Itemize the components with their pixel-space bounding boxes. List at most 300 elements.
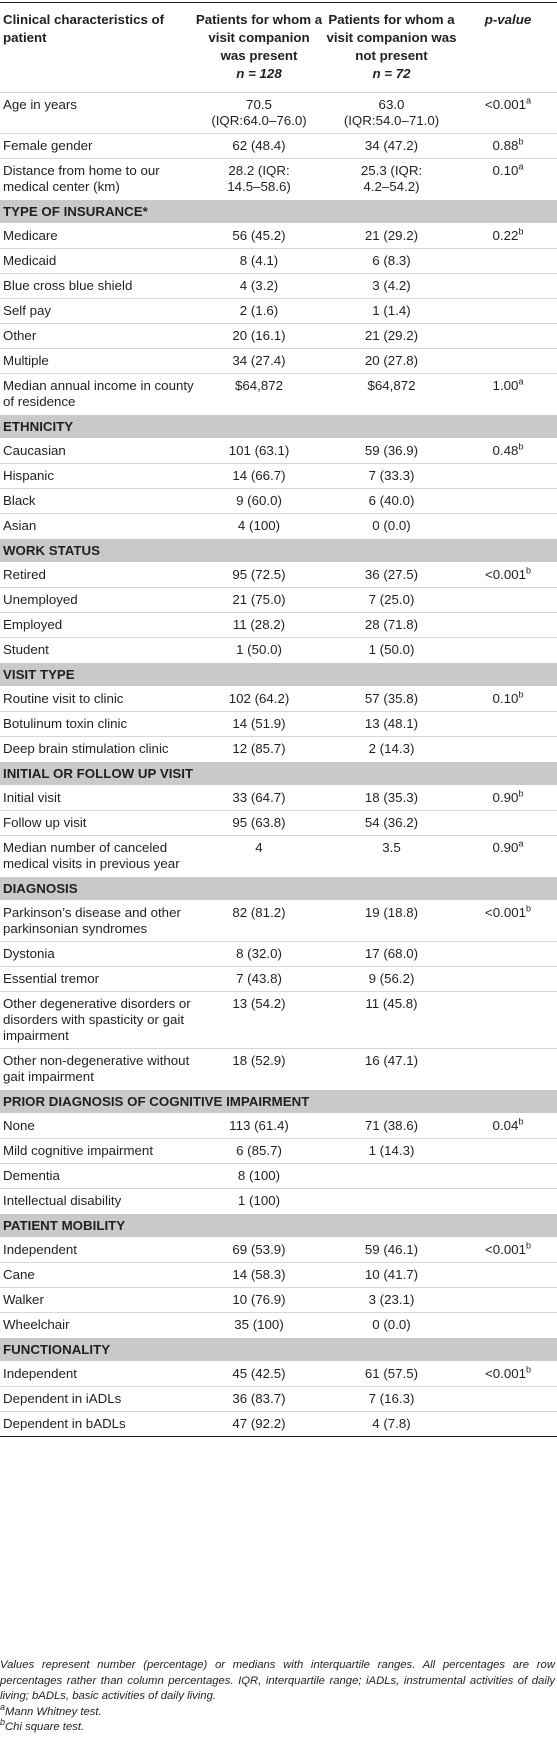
cell-companion-present [194,613,324,638]
cell-value: 6 (85.7) [236,1143,282,1158]
cell-value: 3.5 [382,840,401,855]
cell-companion-present [194,737,324,762]
cell-p-value [459,737,557,762]
p-value-footnote-mark: b [518,788,524,799]
cell-value: 8 (32.0) [236,946,282,961]
cell-companion-present [194,1362,324,1387]
footnote-b-text: Chi square test. [5,1721,85,1733]
cell-companion-absent [324,588,459,613]
section-header-row [0,539,557,563]
row-label: Initial visit [3,790,61,805]
cell-p-value [459,811,557,836]
cell-companion-present [194,224,324,249]
cell-value: $64,872 [367,378,416,393]
cell-companion-absent [324,1139,459,1164]
cell-p-value [459,439,557,464]
section-title: ETHNICITY [0,415,557,439]
table-row [0,134,557,159]
cell-value: 2 (1.6) [239,303,279,318]
cell-companion-present [194,489,324,514]
cell-value: 13 (48.1) [364,716,419,731]
cell-value: 7 (43.8) [236,971,282,986]
p-value-text: 0.48 [492,443,519,458]
cell-companion-absent [324,464,459,489]
row-label: Distance from home to our medical center (km) [0,159,194,200]
cell-value: 13 (54.2) [232,996,286,1011]
row-label: Age in years [0,93,194,134]
section-title: DIAGNOSIS [0,877,557,901]
row-label: Wheelchair [0,1313,194,1338]
row-label: Botulinum toxin clinic [0,712,194,737]
footnote-b-mark: b [0,1717,6,1728]
cell-value: 6 (8.3) [372,253,411,268]
cell-p-value [459,712,557,737]
cell-value: 45 (42.5) [232,1366,286,1381]
table-row [0,1164,557,1189]
table-row [0,489,557,514]
cell-value-range: (IQR:54.0–71.0) [343,113,440,128]
data-table [0,3,557,1436]
cell-value: 95 (63.8) [232,815,286,830]
cell-value-range: 4.2–54.2) [363,179,420,194]
table-row [0,687,557,712]
table-row [0,1139,557,1164]
cell-value: 1 (100) [237,1193,281,1208]
row-label: Routine visit to clinic [3,691,124,706]
row-label: Dependent in iADLs [0,1387,194,1412]
header-companion-present [194,3,324,93]
cell-companion-absent [324,836,459,877]
cell-value: 17 (68.0) [364,946,419,961]
header-companion-absent [324,3,459,93]
row-label: Dystonia [0,942,194,967]
cell-value: 16 (47.1) [364,1053,419,1068]
table-row [0,967,557,992]
section-header-row [0,415,557,439]
cell-companion-present [194,159,324,200]
cell-value-range: 14.5–58.6) [227,179,291,194]
cell-companion-present [194,1139,324,1164]
row-label: Self pay [0,299,194,324]
row-label: Blue cross blue shield [0,274,194,299]
section-title: WORK STATUS [0,539,557,563]
cell-p-value [459,786,557,811]
cell-p-value [459,992,557,1049]
row-label: Cane [0,1263,194,1288]
cell-value: 19 (18.8) [364,905,419,920]
row-label: Caucasian [3,443,66,458]
cell-value: 7 (33.3) [368,468,415,483]
cell-companion-present [194,901,324,942]
cell-companion-present [194,439,324,464]
cell-companion-present [194,299,324,324]
table-row [0,1114,557,1139]
cell-p-value [459,687,557,712]
footnote-a-mark: a [0,1701,6,1712]
cell-value: 11 (28.2) [232,617,286,632]
header-p-value [459,3,557,93]
cell-companion-absent [324,967,459,992]
section-title: INITIAL OR FOLLOW UP VISIT [0,762,557,786]
table-row [0,992,557,1049]
header-p-value-label: p-value [484,12,532,27]
table-row [0,563,557,588]
p-value-footnote-mark: b [526,565,532,576]
table-row [0,737,557,762]
cell-companion-present [194,1313,324,1338]
cell-p-value [459,901,557,942]
table-row [0,811,557,836]
cell-companion-present [194,1263,324,1288]
row-label: Asian [0,514,194,539]
cell-companion-present [194,563,324,588]
cell-companion-absent [324,712,459,737]
cell-companion-absent [324,1288,459,1313]
table-row [0,249,557,274]
cell-value: 18 (52.9) [232,1053,286,1068]
cell-companion-present [194,134,324,159]
cell-value: 62 (48.4) [232,138,286,153]
table-row [0,1189,557,1214]
table-row [0,349,557,374]
table-row [0,901,557,942]
row-label: Retired [3,567,46,582]
header-characteristics: Clinical characteristics of patient [3,12,165,45]
section-header-row [0,877,557,901]
cell-value: 36 (27.5) [364,567,419,582]
section-header-row [0,1338,557,1362]
section-title: TYPE OF INSURANCE* [0,200,557,224]
cell-companion-absent [324,1387,459,1412]
cell-companion-present [194,274,324,299]
row-label: Unemployed [0,588,194,613]
table-row [0,942,557,967]
cell-value: $64,872 [234,378,284,393]
table-row [0,613,557,638]
cell-companion-absent [324,1049,459,1090]
cell-value: 82 (81.2) [232,905,286,920]
cell-companion-absent [324,638,459,663]
cell-value: 63.0 [378,97,405,112]
cell-companion-absent [324,489,459,514]
cell-value: 57 (35.8) [364,691,419,706]
cell-value: 11 (45.8) [365,996,418,1011]
section-title: PATIENT MOBILITY [0,1214,557,1238]
p-value-footnote-mark: b [526,1364,532,1375]
cell-companion-absent [324,224,459,249]
cell-companion-absent [324,1238,459,1263]
p-value-footnote-mark: a [518,161,524,172]
cell-companion-absent [324,901,459,942]
table-row [0,1238,557,1263]
cell-value: 3 (23.1) [368,1292,415,1307]
table-row [0,514,557,539]
cell-value: 1 (50.0) [236,642,282,657]
cell-value: 7 (16.3) [368,1391,415,1406]
cell-companion-absent [324,811,459,836]
cell-p-value [459,514,557,539]
cell-companion-present [194,1164,324,1189]
cell-p-value [459,638,557,663]
table-row [0,1263,557,1288]
cell-value: 8 (4.1) [239,253,279,268]
cell-value: 4 [255,840,263,855]
cell-value: 10 (76.9) [232,1292,286,1307]
cell-companion-present [194,464,324,489]
cell-value: 4 (100) [237,518,281,533]
p-value-text: 0.04 [492,1118,519,1133]
p-value-footnote-mark: a [518,838,524,849]
table-row [0,1313,557,1338]
cell-value: 28.2 (IQR: [228,163,290,178]
cell-companion-absent [324,737,459,762]
cell-companion-present [194,687,324,712]
row-label: Independent [3,1366,77,1381]
cell-value: 21 (75.0) [232,592,286,607]
table-row [0,374,557,415]
section-header-row [0,663,557,687]
cell-p-value [459,1387,557,1412]
cell-value: 4 (7.8) [372,1416,411,1431]
cell-p-value [459,967,557,992]
p-value-text: <0.001 [484,1242,527,1257]
section-header-row [0,1214,557,1238]
cell-companion-absent [324,1114,459,1139]
header-companion-absent-n: n = 72 [372,66,411,81]
cell-p-value [459,489,557,514]
cell-value: 113 (61.4) [229,1118,289,1133]
cell-value: 1 (14.3) [368,1143,415,1158]
cell-p-value [459,274,557,299]
row-label: Median number of canceled medical visits in previous year [0,836,194,877]
row-label: Medicaid [0,249,194,274]
cell-value: 14 (51.9) [232,716,286,731]
cell-p-value [459,1139,557,1164]
cell-p-value [459,836,557,877]
cell-value: 25.3 (IQR: [360,163,423,178]
row-label: Hispanic [0,464,194,489]
table-row [0,324,557,349]
cell-companion-present [194,324,324,349]
p-value-text: 0.90 [492,790,519,805]
p-value-text: 1.00 [492,378,519,393]
table-row [0,1288,557,1313]
table-row [0,786,557,811]
cell-p-value [459,1189,557,1214]
p-value-text: <0.001 [484,97,527,112]
cell-value: 102 (64.2) [228,691,290,706]
cell-value: 8 (100) [237,1168,281,1183]
p-value-footnote-mark: b [518,1116,524,1127]
cell-companion-present [194,1387,324,1412]
cell-companion-absent [324,1412,459,1437]
cell-value: 12 (85.7) [232,741,286,756]
cell-companion-present [194,349,324,374]
cell-p-value [459,942,557,967]
header-row [0,3,557,93]
p-value-text: 0.22 [492,228,519,243]
cell-value: 1 (1.4) [372,303,411,318]
header-companion-absent-label: Patients for whom a visit companion was not present [326,12,457,63]
section-header-row [0,1090,557,1114]
cell-p-value [459,563,557,588]
p-value-footnote-mark: b [518,441,524,452]
cell-value: 71 (38.6) [364,1118,419,1133]
row-label: Female gender [0,134,194,159]
cell-companion-absent [324,514,459,539]
cell-companion-absent [324,324,459,349]
row-label: Intellectual disability [0,1189,194,1214]
row-label: Medicare [3,228,58,243]
table-row [0,224,557,249]
section-title: PRIOR DIAGNOSIS OF COGNITIVE IMPAIRMENT [0,1090,557,1114]
cell-companion-absent [324,299,459,324]
cell-companion-absent [324,93,459,134]
section-title: FUNCTIONALITY [0,1338,557,1362]
cell-companion-present [194,786,324,811]
row-label: Walker [0,1288,194,1313]
cell-p-value [459,224,557,249]
footnotes [0,1658,555,1736]
cell-p-value [459,1362,557,1387]
cell-companion-present [194,1412,324,1437]
cell-value: 20 (16.1) [232,328,286,343]
cell-value: 35 (100) [234,1317,284,1332]
cell-value: 7 (25.0) [368,592,415,607]
p-value-footnote-mark: b [518,136,524,147]
section-header-row [0,200,557,224]
p-value-text: <0.001 [484,905,527,920]
cell-companion-present [194,811,324,836]
row-label: Multiple [0,349,194,374]
table-row [0,274,557,299]
cell-p-value [459,588,557,613]
cell-p-value [459,1313,557,1338]
cell-value: 0 (0.0) [372,518,411,533]
cell-companion-present [194,712,324,737]
table-row [0,638,557,663]
cell-value: 21 (29.2) [364,228,419,243]
table-row [0,159,557,200]
cell-value: 14 (58.3) [232,1267,286,1282]
row-label: Other degenerative disorders or disorders with spasticity or gait impairment [0,992,194,1049]
table-row [0,836,557,877]
cell-p-value [459,324,557,349]
cell-p-value [459,1238,557,1263]
cell-value: 2 (14.3) [368,741,415,756]
table-row [0,464,557,489]
row-label: Follow up visit [0,811,194,836]
cell-value: 33 (64.7) [232,790,286,805]
cell-value: 61 (57.5) [364,1366,419,1381]
cell-p-value [459,613,557,638]
cell-p-value [459,1263,557,1288]
cell-companion-absent [324,1164,459,1189]
row-label: Other [0,324,194,349]
cell-companion-present [194,942,324,967]
header-companion-present-n: n = 128 [236,66,282,81]
cell-companion-present [194,1238,324,1263]
cell-value: 1 (50.0) [368,642,415,657]
cell-value: 34 (27.4) [232,353,286,368]
p-value-footnote-mark: b [518,689,524,700]
cell-value: 9 (60.0) [236,493,282,508]
cell-companion-present [194,1114,324,1139]
table-row [0,1049,557,1090]
section-header-row [0,762,557,786]
cell-value: 28 (71.8) [364,617,419,632]
cell-companion-absent [324,134,459,159]
cell-value: 54 (36.2) [364,815,419,830]
p-value-text: 0.10 [492,163,519,178]
cell-value: 95 (72.5) [232,567,286,582]
cell-p-value [459,1412,557,1437]
footnote-b [0,1717,555,1736]
footnote-a [0,1701,555,1721]
p-value-footnote-mark: b [518,226,524,237]
row-label: Dementia [0,1164,194,1189]
row-label: Deep brain stimulation clinic [0,737,194,762]
cell-companion-present [194,588,324,613]
table-row [0,299,557,324]
p-value-footnote-mark: a [526,95,532,106]
row-label: Black [0,489,194,514]
cell-companion-absent [324,439,459,464]
cell-p-value [459,1049,557,1090]
cell-p-value [459,1288,557,1313]
cell-value: 14 (66.7) [232,468,286,483]
cell-value: 4 (3.2) [239,278,279,293]
cell-p-value [459,159,557,200]
cell-companion-present [194,992,324,1049]
cell-p-value [459,349,557,374]
cell-companion-absent [324,992,459,1049]
cell-companion-absent [324,786,459,811]
table-row [0,712,557,737]
cell-p-value [459,1114,557,1139]
row-label: Employed [0,613,194,638]
cell-value: 34 (47.2) [364,138,419,153]
cell-value: 69 (53.9) [232,1242,286,1257]
cell-value: 9 (56.2) [368,971,415,986]
row-label: Parkinson’s disease and other parkinsonian syndromes [3,905,181,936]
p-value-footnote-mark: a [518,376,524,387]
table-body [0,93,557,1437]
cell-companion-absent [324,274,459,299]
cell-p-value [459,1164,557,1189]
cell-companion-present [194,638,324,663]
cell-value: 56 (45.2) [232,228,286,243]
cell-value: 59 (36.9) [364,443,419,458]
cell-companion-absent [324,159,459,200]
cell-companion-present [194,374,324,415]
cell-companion-present [194,514,324,539]
cell-companion-present [194,93,324,134]
cell-companion-absent [324,1189,459,1214]
cell-companion-absent [324,563,459,588]
cell-companion-present [194,1049,324,1090]
cell-p-value [459,374,557,415]
cell-companion-absent [324,1362,459,1387]
table-row [0,93,557,134]
cell-companion-present [194,967,324,992]
cell-value: 3 (4.2) [372,278,411,293]
cell-value: 0 (0.0) [372,1317,411,1332]
table-row [0,1387,557,1412]
cell-value: 47 (92.2) [232,1416,286,1431]
cell-p-value [459,93,557,134]
cell-value: 36 (83.7) [232,1391,286,1406]
